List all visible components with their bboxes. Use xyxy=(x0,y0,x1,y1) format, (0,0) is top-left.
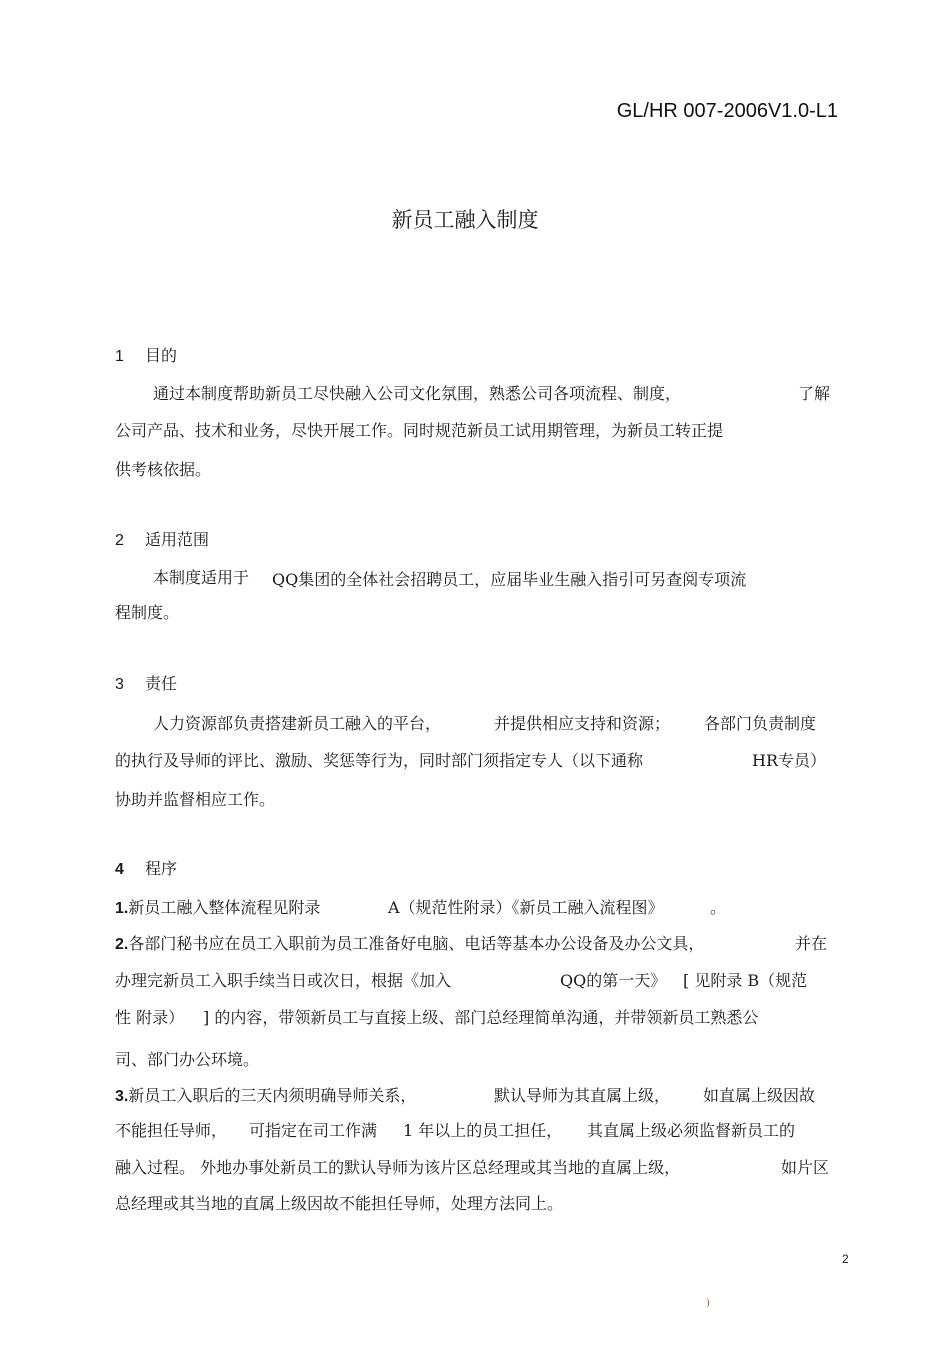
item-text: QQ的第一天》 xyxy=(560,971,667,990)
paragraph-line: 各部门负责制度 xyxy=(704,714,817,733)
paragraph-line: 程制度。 xyxy=(115,603,180,622)
paragraph-line: 的执行及导师的评比、激励、奖惩等行为，同时部门须指定专人（以下通称 xyxy=(115,751,644,770)
item-text: 1 年以上的员工担任， xyxy=(403,1121,563,1140)
paragraph-line: 本制度适用于 xyxy=(153,568,250,587)
section-title: 程序 xyxy=(145,859,178,878)
item-text: [ 见附录 B（规范 xyxy=(683,971,808,990)
section-number: 4 xyxy=(115,861,124,878)
item-text: 融入过程。 外地办事处新员工的默认导师为该片区总经理或其当地的直属上级， xyxy=(115,1158,681,1177)
paragraph-line: 并提供相应支持和资源； xyxy=(494,714,671,733)
paragraph-line: QQ集团的全体社会招聘员工，应届毕业生融入指引可另查阅专项流 xyxy=(272,570,747,589)
section-number: 1 xyxy=(115,348,124,365)
paragraph-line: HR专员） xyxy=(752,751,827,770)
item-number: 3. xyxy=(115,1088,129,1105)
section-3-heading xyxy=(115,671,177,694)
section-number: 2 xyxy=(115,532,124,549)
item-text: 各部门秘书应在员工入职前为员工准备好电脑、电话等基本办公设备及办公文具， xyxy=(128,934,705,953)
item-text: 。 xyxy=(710,898,727,917)
paragraph-line: 通过本制度帮助新员工尽快融入公司文化氛围，熟悉公司各项流程、制度， xyxy=(153,384,682,403)
item-text: 司、部门办公环境。 xyxy=(115,1050,260,1069)
paragraph-line: 协助并监督相应工作。 xyxy=(115,790,276,809)
section-1-heading xyxy=(115,343,177,366)
item-text: 默认导师为其直属上级， xyxy=(494,1086,671,1105)
item-text: 不能担任导师， xyxy=(115,1121,228,1140)
page-title: 新员工融入制度 xyxy=(391,208,539,232)
section-4-heading xyxy=(115,856,177,879)
paragraph-line: 了解 xyxy=(798,384,831,403)
page-number: 2 xyxy=(842,1252,849,1266)
item-text: 新员工融入整体流程见附录 xyxy=(128,898,321,917)
item-number: 2. xyxy=(115,936,129,953)
item-text: 如片区 xyxy=(781,1158,830,1177)
procedure-item-1 xyxy=(115,895,320,918)
item-text: 新员工入职后的三天内须明确导师关系， xyxy=(128,1086,417,1105)
item-text: 办理完新员工入职手续当日或次日，根据《加入 xyxy=(115,971,452,990)
section-title: 责任 xyxy=(145,674,178,693)
section-title: 适用范围 xyxy=(145,530,210,549)
procedure-item-3 xyxy=(115,1083,416,1106)
item-text: 其直属上级必须监督新员工的 xyxy=(587,1121,796,1140)
item-text: ] 的内容，带领新员工与直接上级、部门总经理简单沟通，并带领新员工熟悉公 xyxy=(203,1008,759,1027)
item-number: 1. xyxy=(115,900,129,917)
item-text: 并在 xyxy=(795,934,828,953)
section-title: 目的 xyxy=(145,346,178,365)
footer-mark: ) xyxy=(706,1298,710,1309)
item-text: 如直属上级因故 xyxy=(703,1086,816,1105)
procedure-item-2 xyxy=(115,931,704,954)
item-text: 可指定在司工作满 xyxy=(249,1121,378,1140)
item-text: A（规范性附录）《新员工融入流程图》 xyxy=(388,898,664,917)
paragraph-line: 人力资源部负责搭建新员工融入的平台， xyxy=(153,714,442,733)
paragraph-line: 公司产品、技术和业务，尽快开展工作。同时规范新员工试用期管理，为新员工转正提 xyxy=(115,421,724,440)
paragraph-line: 供考核依据。 xyxy=(115,460,212,479)
section-number: 3 xyxy=(115,676,124,693)
section-2-heading xyxy=(115,527,209,550)
document-code: GL/HR 007-2006V1.0-L1 xyxy=(616,100,838,122)
item-text: 总经理或其当地的直属上级因故不能担任导师，处理方法同上。 xyxy=(115,1194,564,1213)
item-text: 性 附录） xyxy=(115,1008,185,1027)
